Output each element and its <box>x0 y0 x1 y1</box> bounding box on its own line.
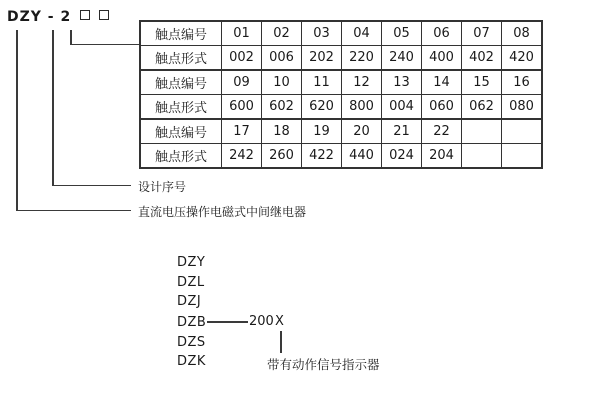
value-cell: 10 <box>262 70 302 95</box>
value-cell: 600 <box>222 95 262 120</box>
value-cell: 006 <box>262 46 302 71</box>
table-row <box>140 95 542 120</box>
value-cell: 062 <box>462 95 502 120</box>
value-cell: 204 <box>422 144 462 169</box>
value-cell <box>502 119 543 144</box>
value-cell <box>462 119 502 144</box>
table-row <box>140 144 542 169</box>
value-cell: 05 <box>382 21 422 46</box>
value-cell <box>462 144 502 169</box>
variant-leader-line <box>280 331 282 353</box>
leader-line-relay-type-horizontal <box>16 210 131 212</box>
value-cell: 240 <box>382 46 422 71</box>
model-series-item: DZB <box>177 315 207 330</box>
model-series-item: DZL <box>177 275 205 290</box>
value-cell: 19 <box>302 119 342 144</box>
value-cell: 002 <box>222 46 262 71</box>
value-cell: 07 <box>462 21 502 46</box>
value-cell: 16 <box>502 70 543 95</box>
row-header-cell: 触点编号 <box>140 21 222 46</box>
placeholder-box-icon <box>99 10 109 20</box>
value-cell: 004 <box>382 95 422 120</box>
dzb-variant-label: X <box>275 314 284 329</box>
value-cell: 13 <box>382 70 422 95</box>
value-cell: 440 <box>342 144 382 169</box>
dzb-number-label: 200 <box>249 314 274 329</box>
leader-line-design-serial-vertical <box>52 30 54 186</box>
model-series-item: DZK <box>177 354 206 369</box>
value-cell: 15 <box>462 70 502 95</box>
value-cell: 09 <box>222 70 262 95</box>
model-series-item: DZJ <box>177 294 202 309</box>
table-row <box>140 46 542 71</box>
leader-line-design-serial-horizontal <box>52 185 131 187</box>
value-cell: 04 <box>342 21 382 46</box>
table-row <box>140 119 542 144</box>
value-cell: 12 <box>342 70 382 95</box>
value-cell: 06 <box>422 21 462 46</box>
table-row <box>140 21 542 46</box>
value-cell: 14 <box>422 70 462 95</box>
dzb-connector-line <box>207 321 248 323</box>
value-cell: 17 <box>222 119 262 144</box>
leader-line-relay-type-vertical <box>16 30 18 211</box>
value-cell: 242 <box>222 144 262 169</box>
row-header-cell: 触点形式 <box>140 46 222 71</box>
value-cell: 024 <box>382 144 422 169</box>
value-cell: 402 <box>462 46 502 71</box>
model-code <box>7 9 109 25</box>
design-serial-label: 设计序号 <box>138 180 187 194</box>
value-cell: 602 <box>262 95 302 120</box>
row-header-cell: 触点形式 <box>140 95 222 120</box>
model-series-item: DZS <box>177 335 206 350</box>
value-cell: 21 <box>382 119 422 144</box>
value-cell: 202 <box>302 46 342 71</box>
table-row <box>140 70 542 95</box>
value-cell: 11 <box>302 70 342 95</box>
contacts-table <box>139 20 543 169</box>
value-cell: 260 <box>262 144 302 169</box>
value-cell: 800 <box>342 95 382 120</box>
value-cell <box>502 144 543 169</box>
row-header-cell: 触点编号 <box>140 70 222 95</box>
value-cell: 220 <box>342 46 382 71</box>
variant-note-label: 带有动作信号指示器 <box>267 357 380 372</box>
placeholder-box-icon <box>80 10 90 20</box>
value-cell: 422 <box>302 144 342 169</box>
contacts-table-wrapper <box>139 20 543 169</box>
value-cell: 060 <box>422 95 462 120</box>
model-series-item: DZY <box>177 255 206 270</box>
value-cell: 400 <box>422 46 462 71</box>
relay-description-label: 直流电压操作电磁式中间继电器 <box>138 205 307 219</box>
value-cell: 20 <box>342 119 382 144</box>
row-header-cell: 触点编号 <box>140 119 222 144</box>
value-cell: 01 <box>222 21 262 46</box>
model-code-text: DZY - 2 <box>7 9 72 25</box>
value-cell: 03 <box>302 21 342 46</box>
value-cell: 420 <box>502 46 543 71</box>
value-cell: 18 <box>262 119 302 144</box>
value-cell: 620 <box>302 95 342 120</box>
row-header-cell: 触点形式 <box>140 144 222 169</box>
value-cell: 080 <box>502 95 543 120</box>
value-cell: 08 <box>502 21 543 46</box>
value-cell: 02 <box>262 21 302 46</box>
leader-line-contact-code-horizontal <box>70 44 139 46</box>
value-cell: 22 <box>422 119 462 144</box>
